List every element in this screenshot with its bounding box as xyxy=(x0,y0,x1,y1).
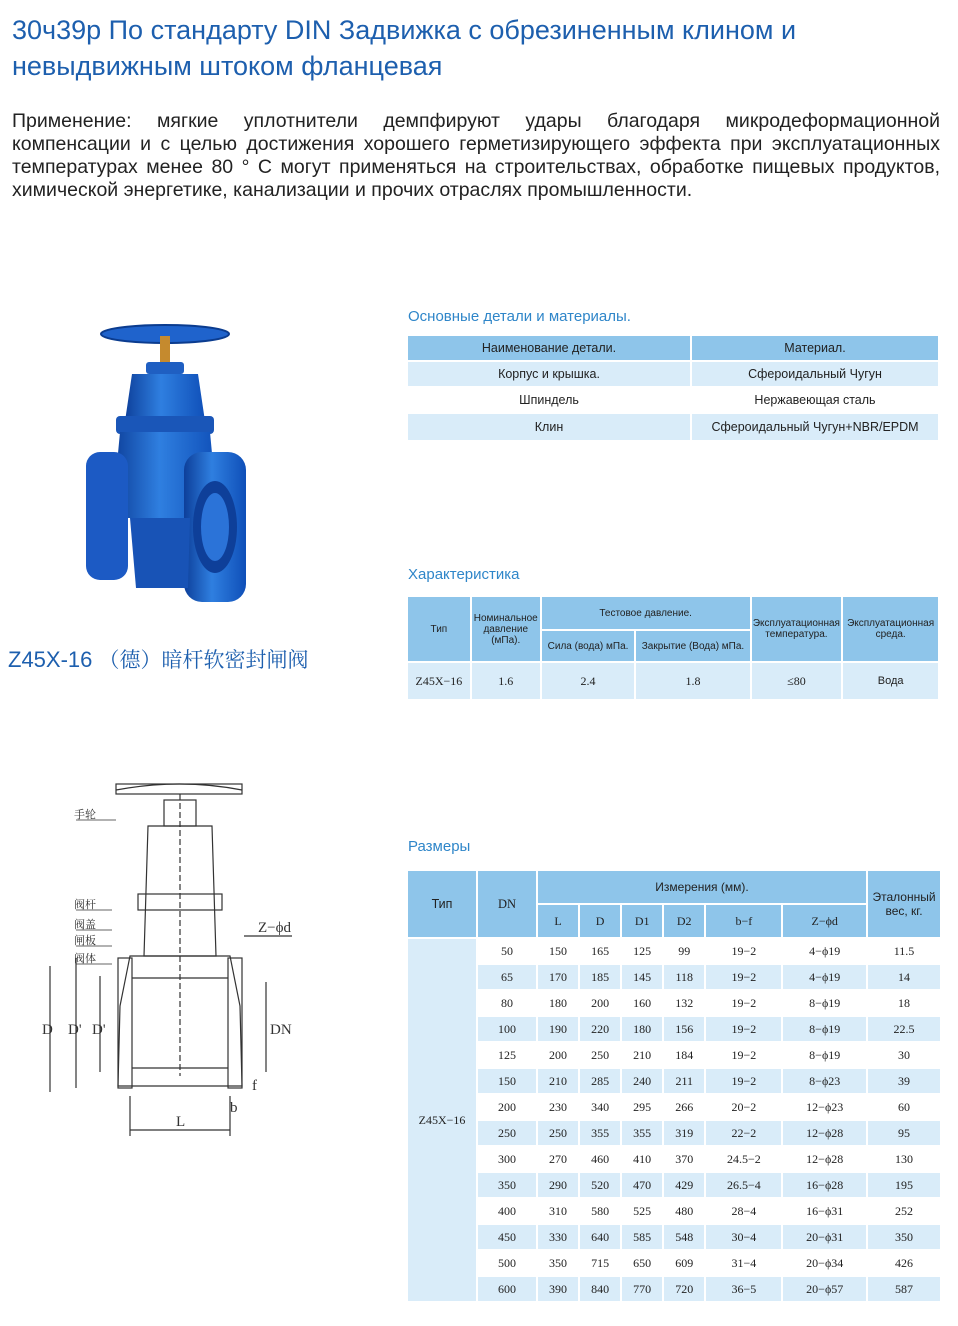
table-cell: 12−ϕ28 xyxy=(783,1147,866,1171)
table-cell: 230 xyxy=(538,1095,578,1119)
table-cell: 190 xyxy=(538,1017,578,1041)
table-cell: 150 xyxy=(538,939,578,963)
table-row xyxy=(408,1147,940,1171)
table-cell: 525 xyxy=(622,1199,662,1223)
dim-D1: D' xyxy=(68,1022,82,1038)
table-cell: Вода xyxy=(843,663,938,699)
table-row xyxy=(408,1043,940,1067)
drawing-label-stem: 阀杆 xyxy=(74,899,96,911)
table-cell: 400 xyxy=(478,1199,536,1223)
dim-header-dn: DN xyxy=(478,871,536,937)
table-cell: Шпиндель xyxy=(408,388,690,412)
specs-table xyxy=(406,595,940,701)
table-row xyxy=(408,362,938,386)
table-cell: 470 xyxy=(622,1173,662,1197)
table-cell: 16−ϕ28 xyxy=(783,1173,866,1197)
table-row xyxy=(408,1095,940,1119)
application-description: Применение: мягкие уплотнители демпфируют удары благодаря микродеформационной компенсации и с целью достижения хорошего герметизирующего эффекта при эксплуатационных температурах менее 80 ° С могут применяться на строительствах, обработке пищевых продуктов, химической энергетике, канализации и прочих отраслях промышленности. xyxy=(12,110,940,201)
model-chinese-name: （德）暗杆软密封闸阀 xyxy=(98,648,309,672)
materials-title: Основные детали и материалы. xyxy=(408,308,631,325)
table-cell: Сфероидальный Чугун+NBR/EPDM xyxy=(692,414,938,440)
table-cell: 355 xyxy=(580,1121,620,1145)
dim-subheader: Z−ϕd xyxy=(783,905,866,937)
table-cell: 50 xyxy=(478,939,536,963)
drawing-label-body: 阀体 xyxy=(74,953,96,965)
table-cell: 200 xyxy=(538,1043,578,1067)
specs-header-temp: Эксплуатационная температура. xyxy=(752,597,842,661)
model-code: Z45X-16 xyxy=(8,647,93,672)
table-cell: 4−ϕ19 xyxy=(783,965,866,989)
dim-model-cell: Z45X−16 xyxy=(408,939,476,1301)
specs-header-closure: Закрытие (Вода) мПа. xyxy=(636,631,749,661)
table-cell: 4−ϕ19 xyxy=(783,939,866,963)
dimensions-title: Размеры xyxy=(408,838,471,855)
drawing-label-wedge: 闸板 xyxy=(74,935,96,947)
table-cell: ≤80 xyxy=(752,663,842,699)
table-cell: 300 xyxy=(478,1147,536,1171)
table-cell: 118 xyxy=(664,965,704,989)
table-cell: 12−ϕ28 xyxy=(783,1121,866,1145)
table-cell: 160 xyxy=(622,991,662,1015)
dim-D2: D' xyxy=(92,1022,106,1038)
table-cell: 130 xyxy=(868,1147,940,1171)
dim-L: L xyxy=(176,1114,186,1130)
technical-drawing xyxy=(30,776,330,1148)
table-cell: 429 xyxy=(664,1173,704,1197)
dim-header-measurements: Измерения (мм). xyxy=(538,871,866,903)
table-cell: 250 xyxy=(580,1043,620,1067)
table-cell: 8−ϕ19 xyxy=(783,1017,866,1041)
table-cell: 180 xyxy=(622,1017,662,1041)
table-cell: 210 xyxy=(622,1043,662,1067)
table-cell: 125 xyxy=(478,1043,536,1067)
dim-D: D xyxy=(42,1022,53,1038)
table-row xyxy=(408,1121,940,1145)
table-cell: 390 xyxy=(538,1277,578,1301)
table-cell: 65 xyxy=(478,965,536,989)
table-cell: Z45X−16 xyxy=(408,663,470,699)
dim-subheader: D2 xyxy=(664,905,704,937)
table-cell: 22−2 xyxy=(706,1121,781,1145)
specs-header-strength: Сила (вода) мПа. xyxy=(542,631,635,661)
table-cell: 240 xyxy=(622,1069,662,1093)
table-row xyxy=(408,939,940,963)
table-cell: 100 xyxy=(478,1017,536,1041)
table-row xyxy=(408,1173,940,1197)
specs-header-medium: Эксплуатационная среда. xyxy=(843,597,938,661)
dim-subheader: D1 xyxy=(622,905,662,937)
table-cell: 600 xyxy=(478,1277,536,1301)
table-cell: 640 xyxy=(580,1225,620,1249)
table-cell: 156 xyxy=(664,1017,704,1041)
table-cell: 370 xyxy=(664,1147,704,1171)
materials-header-part: Наименование детали. xyxy=(408,336,690,360)
table-row xyxy=(408,1069,940,1093)
table-cell: 184 xyxy=(664,1043,704,1067)
model-caption xyxy=(8,644,309,674)
dim-DN: DN xyxy=(270,1022,292,1038)
table-cell: 8−ϕ23 xyxy=(783,1069,866,1093)
table-row xyxy=(408,991,940,1015)
table-cell: 210 xyxy=(538,1069,578,1093)
table-cell: Корпус и крышка. xyxy=(408,362,690,386)
table-cell: 585 xyxy=(622,1225,662,1249)
table-cell: 19−2 xyxy=(706,939,781,963)
table-cell: 125 xyxy=(622,939,662,963)
table-row xyxy=(408,1199,940,1223)
table-cell: 609 xyxy=(664,1251,704,1275)
table-cell: 195 xyxy=(868,1173,940,1197)
table-cell: 145 xyxy=(622,965,662,989)
table-cell: 330 xyxy=(538,1225,578,1249)
table-cell: 12−ϕ23 xyxy=(783,1095,866,1119)
table-cell: 200 xyxy=(580,991,620,1015)
table-row xyxy=(408,1017,940,1041)
dimensions-table xyxy=(406,869,942,1303)
specs-header-test: Тестовое давление. xyxy=(542,597,750,629)
table-cell: 250 xyxy=(538,1121,578,1145)
table-cell: 410 xyxy=(622,1147,662,1171)
table-cell: 22.5 xyxy=(868,1017,940,1041)
table-cell: 426 xyxy=(868,1251,940,1275)
table-cell: 60 xyxy=(868,1095,940,1119)
table-cell: 460 xyxy=(580,1147,620,1171)
dim-subheader: b−f xyxy=(706,905,781,937)
table-row xyxy=(408,388,938,412)
specs-header-nominal: Номинальное давление (мПа). xyxy=(472,597,540,661)
table-cell: 170 xyxy=(538,965,578,989)
table-cell: 480 xyxy=(664,1199,704,1223)
table-cell: 18 xyxy=(868,991,940,1015)
table-cell: 200 xyxy=(478,1095,536,1119)
table-cell: 450 xyxy=(478,1225,536,1249)
table-cell: 24.5−2 xyxy=(706,1147,781,1171)
table-cell: 26.5−4 xyxy=(706,1173,781,1197)
dim-subheader: D xyxy=(580,905,620,937)
table-cell: 19−2 xyxy=(706,965,781,989)
table-row xyxy=(408,1277,940,1301)
table-cell: 770 xyxy=(622,1277,662,1301)
table-row xyxy=(408,414,938,440)
table-cell: 16−ϕ31 xyxy=(783,1199,866,1223)
table-row xyxy=(408,1225,940,1249)
table-cell: 720 xyxy=(664,1277,704,1301)
drawing-label-bonnet: 阀盖 xyxy=(74,919,96,931)
materials-table xyxy=(406,334,940,442)
table-cell: 350 xyxy=(478,1173,536,1197)
table-cell: 295 xyxy=(622,1095,662,1119)
table-cell: 319 xyxy=(664,1121,704,1145)
table-cell: 520 xyxy=(580,1173,620,1197)
table-cell: 1.8 xyxy=(636,663,749,699)
table-cell: 20−ϕ34 xyxy=(783,1251,866,1275)
table-cell: 340 xyxy=(580,1095,620,1119)
table-cell: Сфероидальный Чугун xyxy=(692,362,938,386)
table-cell: 350 xyxy=(538,1251,578,1275)
table-cell: 252 xyxy=(868,1199,940,1223)
table-cell: Клин xyxy=(408,414,690,440)
page-title: 30ч39р По стандарту DIN Задвижка с обрезиненным клином и невыдвижным штоком фланцевая xyxy=(12,15,797,81)
table-cell: 350 xyxy=(868,1225,940,1249)
table-cell: 8−ϕ19 xyxy=(783,1043,866,1067)
specs-header-type: Тип xyxy=(408,597,470,661)
drawing-label-handwheel: 手轮 xyxy=(74,809,96,821)
table-cell: 355 xyxy=(622,1121,662,1145)
table-cell: 20−ϕ57 xyxy=(783,1277,866,1301)
table-row xyxy=(408,1251,940,1275)
table-cell: 19−2 xyxy=(706,991,781,1015)
table-cell: 165 xyxy=(580,939,620,963)
table-cell: 20−ϕ31 xyxy=(783,1225,866,1249)
table-cell: 95 xyxy=(868,1121,940,1145)
table-cell: 132 xyxy=(664,991,704,1015)
table-cell: 250 xyxy=(478,1121,536,1145)
table-cell: 19−2 xyxy=(706,1043,781,1067)
table-cell: 185 xyxy=(580,965,620,989)
table-cell: 30−4 xyxy=(706,1225,781,1249)
table-cell: 80 xyxy=(478,991,536,1015)
dim-f: f xyxy=(252,1078,257,1094)
dim-header-weight: Эталонный вес, кг. xyxy=(868,871,940,937)
table-cell: 19−2 xyxy=(706,1017,781,1041)
dim-header-type: Тип xyxy=(408,871,476,937)
table-cell: 266 xyxy=(664,1095,704,1119)
table-cell: 99 xyxy=(664,939,704,963)
table-cell: 285 xyxy=(580,1069,620,1093)
table-cell: 270 xyxy=(538,1147,578,1171)
valve-photo xyxy=(80,318,250,618)
table-cell: 500 xyxy=(478,1251,536,1275)
table-cell: 20−2 xyxy=(706,1095,781,1119)
table-cell: 310 xyxy=(538,1199,578,1223)
table-row xyxy=(408,965,940,989)
table-row xyxy=(408,663,938,699)
table-cell: 150 xyxy=(478,1069,536,1093)
table-cell: 19−2 xyxy=(706,1069,781,1093)
table-cell: Нержавеющая сталь xyxy=(692,388,938,412)
specs-title: Характеристика xyxy=(408,566,520,583)
dim-b: b xyxy=(230,1100,238,1116)
table-cell: 587 xyxy=(868,1277,940,1301)
table-cell: 28−4 xyxy=(706,1199,781,1223)
table-cell: 211 xyxy=(664,1069,704,1093)
table-cell: 840 xyxy=(580,1277,620,1301)
table-cell: 11.5 xyxy=(868,939,940,963)
dim-subheader: L xyxy=(538,905,578,937)
table-cell: 715 xyxy=(580,1251,620,1275)
table-cell: 8−ϕ19 xyxy=(783,991,866,1015)
dim-bolt-holes: Z−ϕd xyxy=(258,920,292,936)
table-cell: 650 xyxy=(622,1251,662,1275)
table-cell: 548 xyxy=(664,1225,704,1249)
table-cell: 2.4 xyxy=(542,663,635,699)
table-cell: 14 xyxy=(868,965,940,989)
table-cell: 180 xyxy=(538,991,578,1015)
table-cell: 290 xyxy=(538,1173,578,1197)
table-cell: 220 xyxy=(580,1017,620,1041)
table-cell: 36−5 xyxy=(706,1277,781,1301)
table-cell: 31−4 xyxy=(706,1251,781,1275)
table-cell: 1.6 xyxy=(472,663,540,699)
materials-header-material: Материал. xyxy=(692,336,938,360)
table-cell: 30 xyxy=(868,1043,940,1067)
table-cell: 580 xyxy=(580,1199,620,1223)
table-cell: 39 xyxy=(868,1069,940,1093)
